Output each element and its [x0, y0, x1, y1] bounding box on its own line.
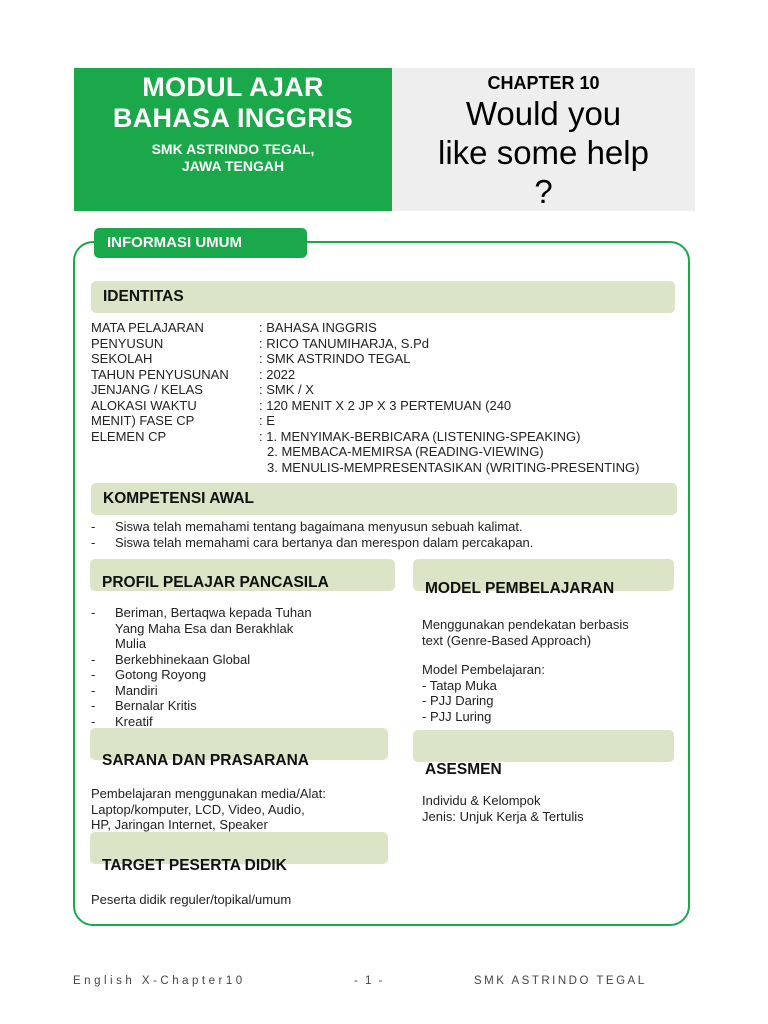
asesmen-line: Jenis: Unjuk Kerja & Tertulis: [422, 808, 584, 824]
chapter-number: CHAPTER 10: [487, 73, 600, 93]
identitas-key: SEKOLAH: [91, 351, 153, 366]
list-item-text: Bernalar Kritis: [115, 698, 197, 713]
model-content: [422, 617, 682, 724]
sarana-line: Laptop/komputer, LCD, Video, Audio,: [91, 801, 305, 817]
list-item-text: Kreatif: [115, 713, 153, 729]
list-item: - Mandiri: [91, 682, 158, 698]
school-line1: SMK ASTRINDO TEGAL,: [151, 141, 315, 157]
sarana-line: HP, Jaringan Internet, Speaker: [91, 817, 268, 832]
list-item: - PJJ Luring: [422, 708, 492, 724]
module-title-line2: BAHASA INGGRIS: [112, 103, 354, 133]
identitas-row: [91, 460, 681, 476]
list-item-text: Mandiri: [115, 682, 158, 698]
identitas-key: ALOKASI WAKTU: [91, 397, 197, 413]
list-item-text: Mulia: [115, 636, 147, 651]
section-heading-kompetensi: KOMPETENSI AWAL: [91, 483, 677, 515]
identitas-list: [91, 320, 681, 475]
identitas-key: MENIT) FASE CP: [91, 413, 195, 428]
list-item-text: Gotong Royong: [115, 667, 207, 682]
list-item-text: Beriman, Bertaqwa kepada Tuhan: [115, 605, 312, 620]
kompetensi-list: [91, 519, 681, 550]
chapter-block: [392, 68, 695, 211]
list-item: - Siswa telah memahami tentang bagaimana menyusun sebuah kalimat.: [91, 519, 523, 534]
identitas-row: [91, 398, 681, 414]
list-item: - Bernalar Kritis: [91, 698, 197, 713]
list-item-text: Berkebhinekaan Global: [115, 651, 251, 667]
identitas-value: : BAHASA INGGRIS: [259, 320, 377, 335]
identitas-row: [91, 336, 681, 352]
section-heading-model: MODEL PEMBELAJARAN: [413, 559, 674, 591]
chapter-title-line2: like some help: [438, 134, 649, 171]
identitas-row: [91, 351, 681, 367]
identitas-key: ELEMEN CP: [91, 428, 167, 444]
identitas-row: [91, 413, 681, 429]
list-item-text: Siswa telah memahami cara bertanya dan merespon dalam percakapan.: [115, 534, 534, 550]
section-heading-target: TARGET PESERTA DIDIK: [90, 832, 388, 864]
list-item: - Tatap Muka: [422, 677, 497, 693]
list-item: - Berkebhinekaan Global: [91, 651, 251, 667]
footer-right: SMK ASTRINDO TEGAL: [474, 975, 647, 987]
chapter-title-line3: ?: [534, 173, 553, 210]
identitas-row: [91, 320, 681, 336]
identitas-row: [91, 367, 681, 383]
model-desc-line: Menggunakan pendekatan berbasis: [422, 617, 629, 632]
info-tag: INFORMASI UMUM: [94, 228, 307, 258]
model-list-title: Model Pembelajaran:: [422, 662, 545, 677]
chapter-title-line1: Would you: [465, 95, 622, 132]
model-desc-line: text (Genre-Based Approach): [422, 632, 592, 648]
asesmen-content: [422, 793, 682, 824]
profil-list: [91, 605, 391, 729]
section-heading-identitas: IDENTITAS: [91, 281, 675, 313]
identitas-row: [91, 429, 681, 445]
list-item: - PJJ Daring: [422, 693, 494, 708]
list-item: - Beriman, Bertaqwa kepada Tuhan: [91, 605, 312, 620]
identitas-value: : 1. MENYIMAK-BERBICARA (LISTENING-SPEAKING): [259, 428, 581, 444]
identitas-key: JENJANG / KELAS: [91, 382, 203, 397]
identitas-value: : SMK / X: [259, 382, 314, 397]
identitas-value: : 2022: [259, 366, 296, 382]
module-title-line1: MODUL AJAR: [142, 72, 324, 102]
section-heading-asesmen: ASESMEN: [413, 730, 674, 762]
list-item: - Kreatif: [91, 713, 153, 729]
elemen-cp-line: 3. MENULIS-MEMPRESENTASIKAN (WRITING-PRESENTING): [267, 459, 640, 475]
module-title-block: [74, 68, 392, 211]
page-number: - 1 -: [354, 975, 385, 987]
section-heading-sarana: SARANA DAN PRASARANA: [90, 728, 388, 760]
identitas-key: TAHUN PENYUSUNAN: [91, 366, 229, 382]
chapter-title: [392, 94, 695, 211]
identitas-key: MATA PELAJARAN: [91, 320, 204, 335]
identitas-key: PENYUSUN: [91, 335, 164, 351]
asesmen-line: Individu & Kelompok: [422, 793, 541, 808]
list-item: - Siswa telah memahami cara bertanya dan merespon dalam percakapan.: [91, 534, 534, 550]
identitas-row: [91, 444, 681, 460]
identitas-value: : 120 MENIT X 2 JP X 3 PERTEMUAN (240: [259, 397, 512, 413]
target-text: Peserta didik reguler/topikal/umum: [91, 892, 292, 907]
identitas-value: : RICO TANUMIHARJA, S.Pd: [259, 335, 429, 351]
footer-left: English X-Chapter10: [73, 975, 246, 987]
identitas-value: : E: [259, 413, 275, 428]
list-item-text: Yang Maha Esa dan Berakhlak: [115, 620, 294, 636]
section-heading-profil: PROFIL PELAJAR PANCASILA: [90, 559, 395, 591]
list-item: - Gotong Royong: [91, 667, 207, 682]
sarana-content: [91, 786, 391, 833]
identitas-value: : SMK ASTRINDO TEGAL: [259, 351, 411, 366]
list-item-text: Siswa telah memahami tentang bagaimana menyusun sebuah kalimat.: [115, 519, 523, 534]
school-name: [74, 141, 392, 175]
school-line2: JAWA TENGAH: [181, 158, 285, 174]
elemen-cp-line: 2. MEMBACA-MEMIRSA (READING-VIEWING): [267, 444, 544, 459]
identitas-row: [91, 382, 681, 398]
sarana-line: Pembelajaran menggunakan media/Alat:: [91, 786, 326, 801]
